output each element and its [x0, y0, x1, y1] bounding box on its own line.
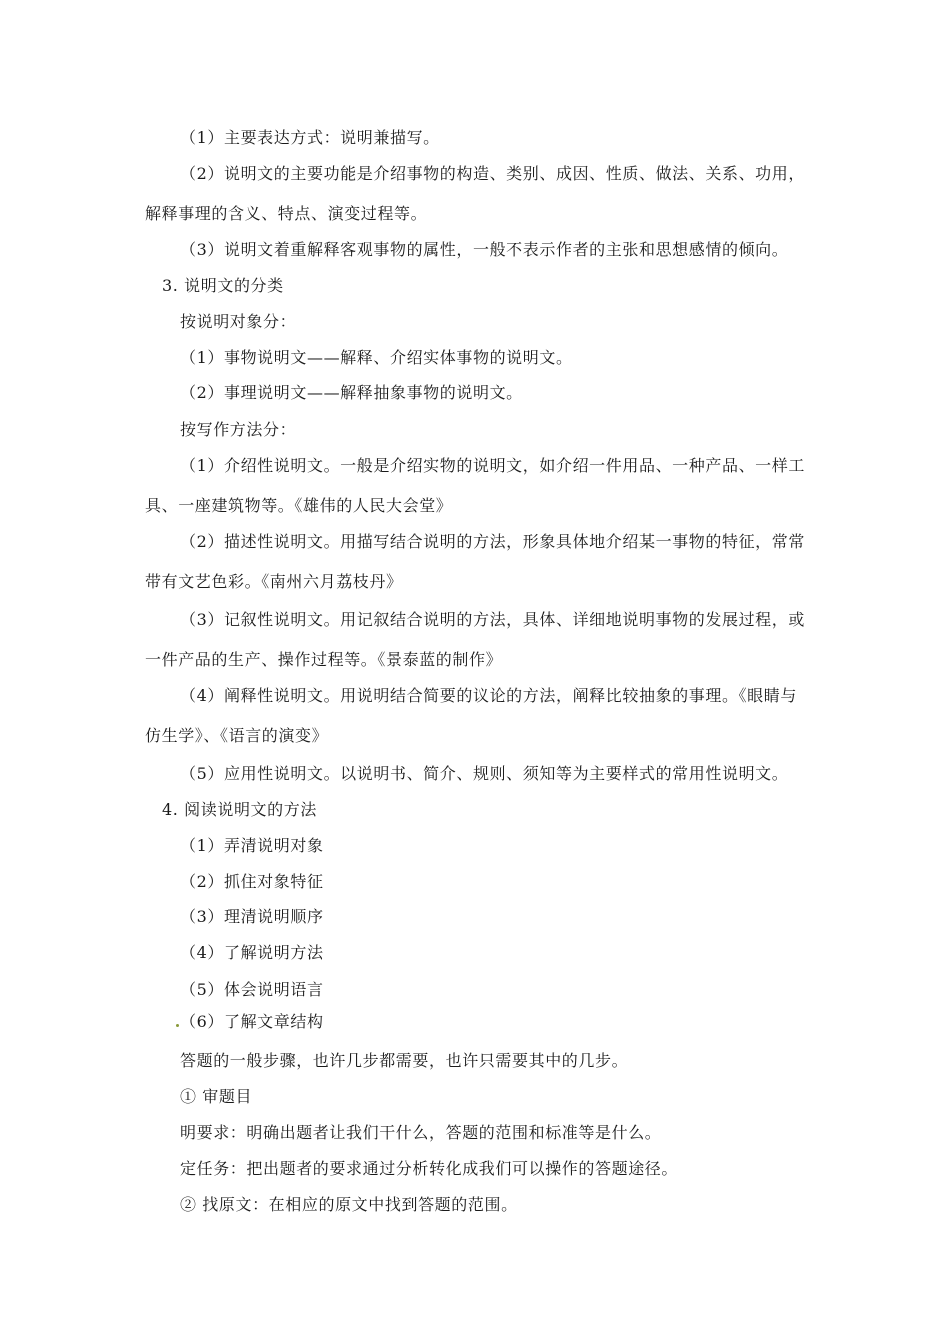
text-line: 按说明对象分：	[180, 312, 297, 331]
list-item: （6）了解文章结构	[180, 1012, 324, 1031]
list-item: （5）体会说明语言	[180, 980, 324, 999]
text-line: （2）描述性说明文。用描写结合说明的方法，形象具体地介绍某一事物的特征，常常	[180, 532, 805, 551]
list-item: （2）抓住对象特征	[180, 872, 324, 891]
text-line: （1）主要表达方式：说明兼描写。	[180, 128, 440, 147]
list-item: （1）弄清说明对象	[180, 836, 324, 855]
stray-mark	[176, 1024, 179, 1027]
text-line: ② 找原文：在相应的原文中找到答题的范围。	[180, 1195, 518, 1214]
text-line: 带有文艺色彩。《南州六月荔枝丹》	[145, 572, 403, 591]
text-line: （4）阐释性说明文。用说明结合简要的议论的方法，阐释比较抽象的事理。《眼睛与	[180, 686, 797, 705]
text-line: （1）介绍性说明文。一般是介绍实物的说明文，如介绍一件用品、一种产品、一样工	[180, 456, 805, 475]
text-line: 按写作方法分：	[180, 420, 297, 439]
text-line: （2）事理说明文——解释抽象事物的说明文。	[180, 383, 523, 402]
text-line: （1）事物说明文——解释、介绍实体事物的说明文。	[180, 348, 573, 367]
list-item: （3）理清说明顺序	[180, 907, 324, 926]
text-line: （5）应用性说明文。以说明书、简介、规则、须知等为主要样式的常用性说明文。	[180, 764, 789, 783]
text-line: 明要求：明确出题者让我们干什么，答题的范围和标准等是什么。	[180, 1123, 662, 1142]
text-line: （2）说明文的主要功能是介绍事物的构造、类别、成因、性质、做法、关系、功用，	[180, 164, 805, 183]
text-line: 仿生学》、《语言的演变》	[145, 726, 329, 745]
text-line: 定任务：把出题者的要求通过分析转化成我们可以操作的答题途径。	[180, 1159, 679, 1178]
text-line: （3）说明文着重解释客观事物的属性，一般不表示作者的主张和思想感情的倾向。	[180, 240, 789, 259]
text-line: （3）记叙性说明文。用记叙结合说明的方法，具体、详细地说明事物的发展过程，或	[180, 610, 805, 629]
list-item: （4）了解说明方法	[180, 943, 324, 962]
text-line: 一件产品的生产、操作过程等。《景泰蓝的制作》	[145, 650, 503, 669]
section-heading: 3. 说明文的分类	[162, 276, 284, 295]
text-line: 解释事理的含义、特点、演变过程等。	[145, 204, 428, 223]
section-heading: 4. 阅读说明文的方法	[162, 800, 317, 819]
text-line: ① 审题目	[180, 1087, 253, 1106]
text-line: 具、一座建筑物等。《雄伟的人民大会堂》	[145, 496, 453, 515]
text-line: 答题的一般步骤，也许几步都需要，也许只需要其中的几步。	[180, 1051, 629, 1070]
